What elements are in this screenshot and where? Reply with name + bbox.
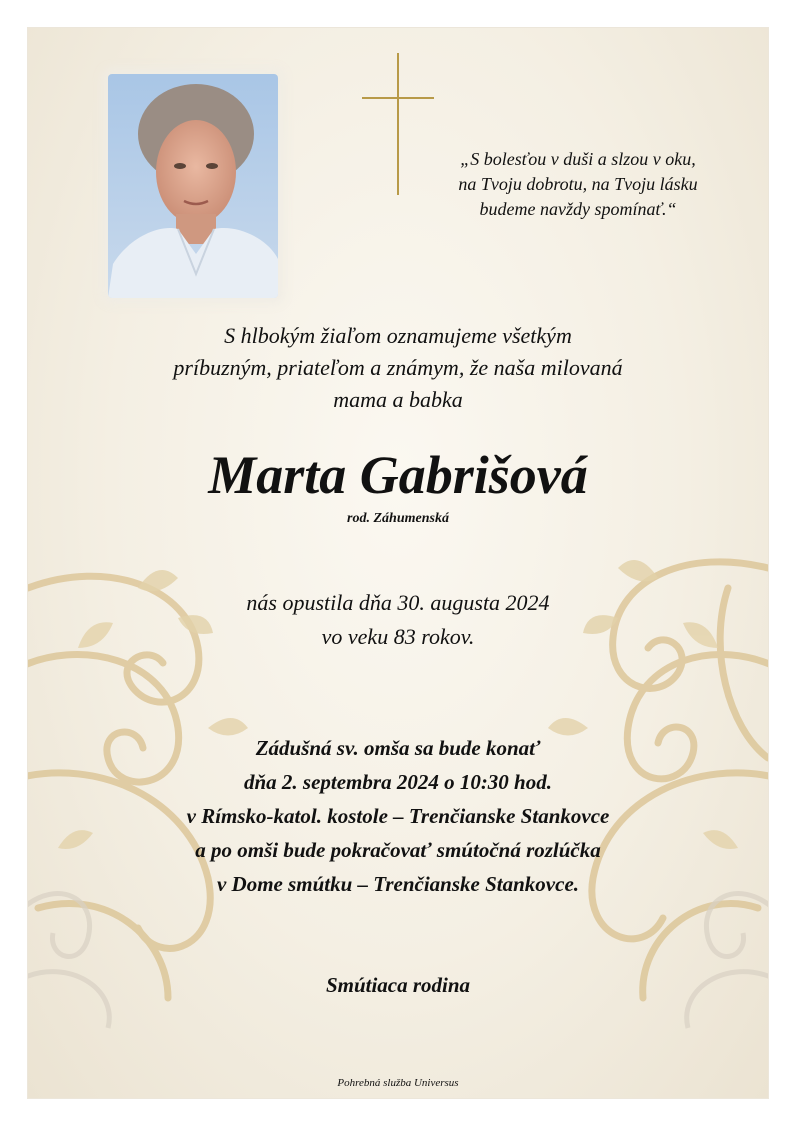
announcement-text bbox=[68, 320, 728, 416]
mass-line: a po omši bude pokračovať smútočná rozlúčka bbox=[195, 838, 601, 862]
quote-line: budeme navždy spomínať.“ bbox=[479, 199, 677, 219]
funeral-mass-info bbox=[28, 731, 768, 901]
announcement-line: príbuzným, priateľom a známym, že naša milovaná bbox=[173, 355, 623, 380]
mass-line: dňa 2. septembra 2024 o 10:30 hod. bbox=[243, 770, 552, 794]
announcement-line: S hlbokým žiaľom oznamujeme všetkým bbox=[224, 323, 572, 348]
mass-line: v Rímsko-katol. kostole – Trenčianske Stankovce bbox=[186, 804, 610, 828]
family-signature: Smútiaca rodina bbox=[325, 973, 471, 997]
portrait-photo bbox=[108, 74, 278, 298]
mass-line: Zádušná sv. omša sa bude konať bbox=[255, 736, 541, 760]
death-line: vo veku 83 rokov. bbox=[321, 624, 475, 649]
quote-line: „S bolesťou v duši a slzou v oku, bbox=[460, 149, 696, 169]
quote-line: na Tvoju dobrotu, na Tvoju lásku bbox=[458, 174, 698, 194]
obituary-card bbox=[27, 27, 769, 1099]
deceased-name: Marta Gabrišová bbox=[208, 445, 588, 505]
funeral-agency: Pohrebná služba Universus bbox=[337, 1077, 459, 1089]
cross-icon bbox=[362, 53, 434, 195]
death-date-text bbox=[28, 586, 768, 654]
maiden-name: rod. Záhumenská bbox=[347, 511, 449, 526]
mass-line: v Dome smútku – Trenčianske Stankovce. bbox=[216, 872, 580, 896]
death-line: nás opustila dňa 30. augusta 2024 bbox=[246, 590, 550, 615]
announcement-line: mama a babka bbox=[333, 387, 463, 412]
memorial-quote bbox=[433, 147, 723, 222]
